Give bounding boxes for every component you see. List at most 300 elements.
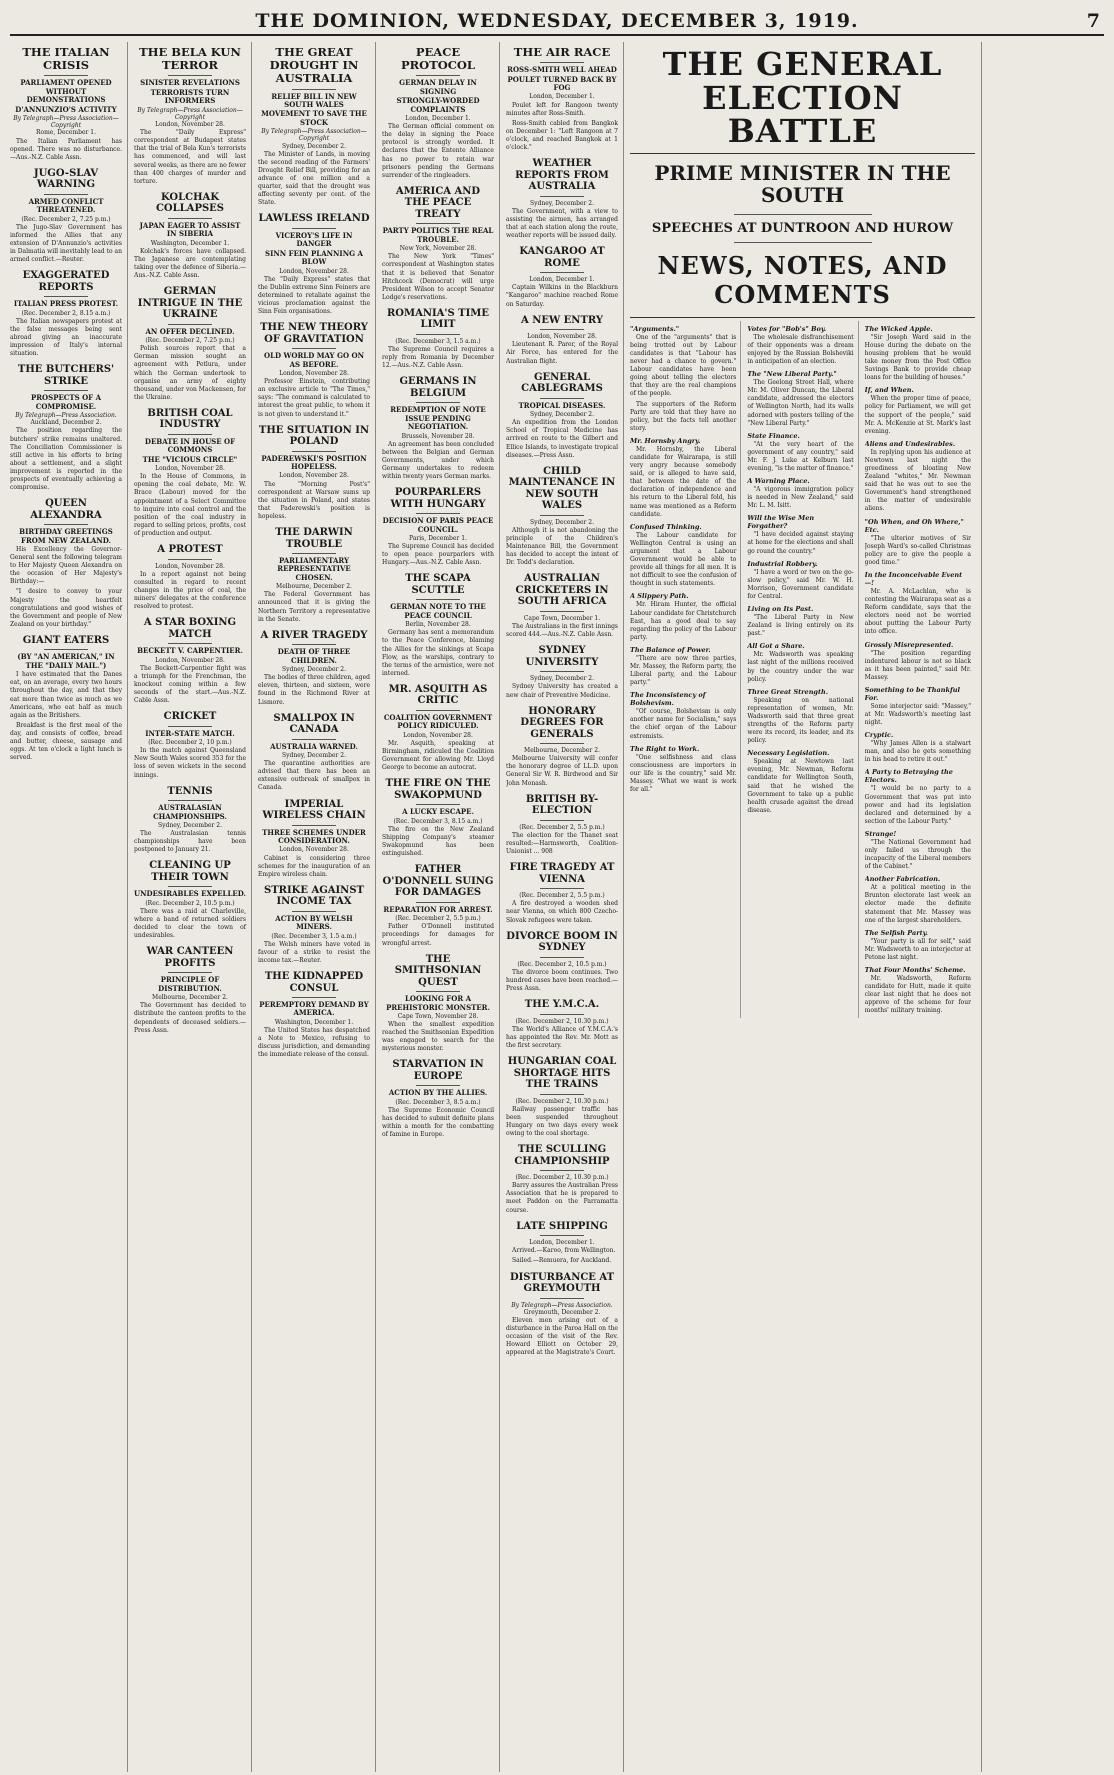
headline-rule	[292, 644, 337, 645]
story-paragraph: The World's Alliance of Y.M.C.A.'s has appointed the Rev. Mr. Mott as the first secretary.	[506, 1025, 618, 1049]
story-credit: By Telegraph—Press Association.	[15, 412, 117, 420]
headline-rule	[44, 390, 89, 391]
news-story	[134, 408, 246, 538]
headline-rule	[292, 451, 337, 452]
story-paragraph: Germany has sent a memorandum to the Peace Conference, blaming the Allies for the sinkings at Scapa Flow, as the warships, contrary to the terms of the armistice, were not interned.	[382, 629, 494, 677]
headline-rule	[44, 649, 89, 650]
news-story	[382, 954, 494, 1054]
headline-rule	[168, 75, 213, 76]
headline-rule	[292, 89, 337, 90]
story-subheading: SINISTER REVELATIONS	[140, 78, 240, 88]
story-headline: CRICKET	[163, 711, 217, 723]
news-story	[258, 885, 370, 965]
news-story	[258, 213, 370, 316]
news-story	[506, 1056, 618, 1138]
story-paragraph: Kolchak's forces have collapsed. The Japanese are contemplating taking over the defence of Siberia.—Aus.-N.Z. Cable Assn.	[134, 247, 246, 280]
story-subheading: BECKETT V. CARPENTIER.	[137, 646, 243, 656]
headline-rule	[168, 324, 213, 325]
news-story	[258, 799, 370, 879]
notes-sidehead: The Wicked Apple.	[864, 324, 933, 333]
notes-paragraph: "A vigorous immigration policy is needed in New Zealand," said Mr. L. M. Isitt.	[747, 486, 854, 510]
story-paragraph: The New York "Times" correspondent at Washington states that it is believed that Senator Hitchcock (Democrat) will urge President Wilson to accept Senator Lodge's reservations.	[382, 253, 494, 301]
story-paragraph: The Australians in the first innings scored 444.—Aus.-N.Z. Cable Assn.	[506, 623, 618, 639]
story-dateline: Melbourne, December 2.	[276, 583, 352, 591]
feature-election-battle	[630, 42, 982, 1772]
headline-rule	[416, 334, 461, 335]
story-headline: WAR CANTEEN PROFITS	[146, 946, 234, 969]
notes-sidehead: Confused Thinking.	[630, 522, 702, 531]
news-story	[134, 946, 246, 1034]
headline-rule	[168, 886, 213, 887]
story-subheading: PARLIAMENTARY REPRESENTATIVE CHOSEN.	[277, 556, 351, 582]
news-story	[506, 1221, 618, 1266]
notes-paragraph: In replying upon his audience at Newtown last night the greediness of bloating New Zealand "whites," Mr. Newman said that he was out to see the Government's hand strengthened in the matter of undesirable aliens.	[864, 448, 971, 513]
story-headline: THE SITUATION IN POLAND	[258, 424, 370, 448]
story-dateline: (Rec. December 2, 7.25 p.m.)	[145, 337, 235, 345]
story-dateline: London, November 28.	[155, 465, 225, 473]
column-3	[258, 42, 376, 1772]
story-dateline: London, November 28.	[403, 731, 473, 739]
story-subheading: JAPAN EAGER TO ASSIST IN SIBERIA	[139, 220, 241, 239]
news-story	[134, 286, 246, 402]
story-paragraph: Ross-Smith cabled from Bangkok on December 1: "Left Rangoon at 7 o'clock, and reached Bangkok at 1 o'clock."	[506, 119, 618, 152]
notes-sidehead: State Finance.	[747, 431, 800, 440]
headline-rule	[168, 643, 213, 644]
story-paragraph: The Italian Parliament has opened. There was no disturbance.—Aus.-N.Z. Cable Assn.	[10, 137, 122, 161]
story-subheading: TROPICAL DISEASES.	[518, 400, 606, 410]
news-story	[10, 498, 122, 629]
headline-rule	[540, 398, 585, 399]
story-dateline: (Rec. December 2, 10.5 p.m.)	[517, 960, 607, 968]
headline-rule	[540, 196, 585, 197]
notes-sidehead: Will the Wise Men Forgather?	[747, 514, 815, 531]
story-paragraph: The Australasian tennis championships have been postponed to January 21.	[134, 830, 246, 854]
headline-rule	[292, 348, 337, 349]
story-subheading: GERMAN NOTE TO THE PEACE COUNCIL	[390, 602, 486, 620]
story-headline: CHILD MAINTENANCE IN NEW SOUTH WALES	[508, 465, 616, 512]
story-dateline: Sydney, December 2.	[281, 142, 347, 150]
story-subheading: ITALIAN PRESS PROTEST.	[13, 299, 119, 309]
story-headline: FATHER O'DONNELL SUING FOR DAMAGES	[382, 864, 494, 899]
news-story	[258, 527, 370, 624]
notes-sidehead: "Oh When, and Oh Where," Etc.	[864, 517, 964, 534]
story-headline: AUSTRALIAN CRICKETERS IN SOUTH AFRICA	[515, 573, 609, 608]
notes-paragraph: The Labour candidate for Wellington Central is using an argument that a Labour Government would be able to provide all things for all men. It is not difficult to see the confusion of thought in such statements.	[630, 531, 737, 588]
story-subheading: (BY "AN AMERICAN," IN THE "DAILY MAIL.")	[17, 652, 115, 670]
notes-paragraph: "There are now three parties, Mr. Massey, the Reform party, the Liberal party, and the Labour party."	[630, 654, 737, 687]
story-dateline: Melbourne, December 2.	[152, 994, 228, 1002]
notes-sidehead: The Inconsistency of Bolshevism.	[630, 691, 706, 708]
story-subheading: ARMED CONFLICT THREATENED.	[28, 196, 104, 215]
story-dateline: Auckland, December 2.	[30, 419, 102, 427]
news-story	[258, 713, 370, 793]
headline-rule	[416, 402, 461, 403]
story-subheading: DECISION OF PARIS PEACE COUNCIL.	[382, 516, 494, 534]
story-subheading: DEATH OF THREE CHILDREN.	[277, 647, 351, 665]
story-subheading: POULET TURNED BACK BY FOG	[507, 74, 617, 92]
story-dateline: New York, November 28.	[399, 245, 477, 253]
headline-rule	[416, 1085, 461, 1086]
story-headline: MR. ASQUITH AS CRITIC	[388, 683, 488, 707]
story-subheading: PROSPECTS OF A COMPROMISE.	[30, 393, 102, 411]
notes-paragraph: Mr. Wadsworth was speaking last night of the millions received by the country under the war policy.	[747, 651, 854, 683]
feature-column	[630, 321, 741, 1018]
story-dateline: Washington, December 1.	[274, 1018, 354, 1026]
story-subheading: AUSTRALASIAN CHAMPIONSHIPS.	[153, 803, 227, 821]
story-dateline: (Rec. December 2, 8.15 a.m.)	[21, 309, 111, 317]
story-headline: LAWLESS IRELAND	[258, 213, 370, 225]
story-dateline: London, November 28.	[155, 120, 225, 128]
headline-rule	[44, 194, 89, 195]
story-paragraph: The fire on the New Zealand Shipping Company's steamer Swakopmund has been extinguished.	[382, 825, 494, 858]
story-subheading: THREE SCHEMES UNDER CONSIDERATION.	[262, 827, 366, 845]
headline-rule	[416, 710, 461, 711]
news-story	[506, 706, 618, 788]
story-paragraph: The "Morning Post's" correspondent at Warsaw sums up the situation in Poland, and states that Paderewski's position is hopeless.	[258, 480, 370, 520]
news-story	[506, 372, 618, 460]
headline-rule	[168, 218, 213, 219]
news-story	[506, 46, 618, 152]
story-dateline: London, December 1.	[529, 1239, 595, 1247]
story-headline: SYDNEY UNIVERSITY	[525, 645, 599, 668]
news-story	[134, 544, 246, 611]
notes-sidehead: Strange!	[864, 829, 897, 838]
column-5	[506, 42, 624, 1772]
story-credit: By Telegraph—Press Association—Copyright	[137, 106, 243, 121]
story-paragraph: The quarantine authorities are advised that there has been an extensive outbreak of smallpox in Canada.	[258, 760, 370, 792]
story-headline: GERMAN INTRIGUE IN THE UKRAINE	[137, 286, 243, 321]
notes-paragraph: "At the very heart of the government of any country," said Mr. F. J. Luke at Kelburn last evening, "is the matter of finance."	[747, 440, 854, 472]
story-dateline: Cape Town, December 1.	[523, 614, 601, 622]
feature-rule	[630, 153, 975, 154]
story-dateline: London, November 28.	[155, 562, 225, 570]
news-story	[506, 645, 618, 699]
news-story	[258, 971, 370, 1059]
story-headline: KOLCHAK COLLAPSES	[155, 191, 225, 215]
headline-rule	[416, 991, 461, 992]
notes-paragraph: "The ulterior motives of Sir Joseph Ward's so-called Christmas policy are to give the people a good time."	[864, 534, 971, 566]
story-paragraph: The Government, with a view to assisting the airmen, has arranged that at each station along the route, weather reports will be issued daily.	[506, 207, 618, 240]
story-headline: THE SCULLING CHAMPIONSHIP	[514, 1144, 610, 1167]
story-credit: By Telegraph—Press Association—Copyright	[261, 128, 367, 143]
story-paragraph: Father O'Donnell instituted proceedings for damages for wrongful arrest.	[382, 923, 494, 947]
feature-column	[747, 321, 858, 1018]
story-paragraph: Polish sources report that a German mission sought an agreement with Petlura, under which the German undertook to organise an army of eighty thousand, under von Mackensen, for the Ukraine.	[134, 345, 246, 401]
story-dateline: London, November 28.	[279, 846, 349, 854]
notes-sidehead: The Right to Work.	[630, 744, 700, 753]
news-story	[134, 711, 246, 779]
story-paragraph: In the House of Commons, in opening the coal debate, Mr. W. Brace (Labour) moved for the appointment of a Select Committee to inquire into coal control and the position of the coal industry in regard to selling prices, profits, cost of production and output.	[134, 473, 246, 537]
notes-paragraph: "One selfishness and class consciousness are importers in our life is the country," said Mr. Massey. "What we want is work for all."	[630, 753, 737, 793]
notes-paragraph: Mr. Wadsworth, Reform candidate for Hutt, made it quite clear last night that he does not approve of the scheme for four months' military training.	[864, 975, 971, 1015]
story-paragraph: An agreement has been concluded between the Belgian and German Governments, under which Germany undertakes to redeem within twenty years German marks.	[382, 440, 494, 481]
story-subheading: LOOKING FOR A PREHISTORIC MONSTER.	[386, 994, 490, 1012]
story-paragraph: Although it is not abandoning the principle of the Children's Maintenance Bill, the Government has decided to accept the intent of Dr. Todd's declaration.	[506, 526, 618, 567]
story-headline: QUEEN ALEXANDRA	[30, 498, 102, 521]
news-story	[134, 192, 246, 280]
story-subheading: THE "VICIOUS CIRCLE"	[142, 454, 238, 464]
news-story	[10, 168, 122, 264]
story-dateline: (Rec. December 3, 8.5 a.m.)	[395, 1098, 481, 1106]
story-paragraph: "I desire to convey to your Majesty the heartfelt congratulations and good wishes of the Government and people of New Zealand on your birthday."	[10, 588, 122, 628]
story-subheading: GERMAN DELAY IN SIGNING	[399, 78, 477, 96]
notes-sidehead: Cryptic.	[864, 731, 894, 740]
story-paragraph: The Italian newspapers protest at the false messages being sent abroad giving an inaccurate impression of Italy's internal situation.	[10, 317, 122, 358]
story-headline: THE FIRE ON THE SWAKOPMUND	[385, 778, 491, 801]
story-headline: PEACE PROTOCOL	[400, 45, 476, 73]
news-story	[382, 376, 494, 481]
news-story	[134, 46, 246, 186]
notes-paragraph: Some interjector said: "Massey," at Mr. Wadsworth's meeting last night.	[864, 702, 971, 727]
news-story	[382, 46, 494, 180]
story-headline: KANGAROO AT ROME	[519, 246, 605, 269]
story-headline: THE SCAPA SCUTTLE	[405, 573, 471, 596]
notes-sidehead: Industrial Robbery.	[747, 559, 818, 568]
headline-rule	[416, 599, 461, 600]
notes-paragraph: "I have a word or two on the go-slow policy," said Mr. W. H. Morrison, Government candidate for Central.	[747, 568, 854, 600]
masthead-title: THE DOMINION, WEDNESDAY, DECEMBER 3, 1919.	[255, 10, 859, 32]
story-paragraph: Breakfast is the first meal of the day, and consists of coffee, bread and butter, cheese, sausage and eggs. At ten o'clock a light lunch is served.	[10, 721, 122, 762]
story-paragraph: The position regarding the butchers' strike remains unaltered. The Conciliation Commissioner is still active in his efforts to bring about a settlement, and a slight improvement is reported in the prospects of eventually achieving a compromise.	[10, 427, 122, 492]
notes-sidehead: All Got a Share.	[747, 642, 805, 651]
news-story	[258, 630, 370, 707]
news-story	[382, 487, 494, 567]
story-paragraph: A fire destroyed a wooden shed near Vienna, on which 800 Czecho-Slovak refugees were taken.	[506, 900, 618, 924]
notes-sidehead: A Slippery Path.	[630, 592, 689, 601]
column-grid	[10, 42, 1104, 1772]
story-subheading: REDEMPTION OF NOTE ISSUE PENDING NEGOTIATION.	[390, 405, 486, 432]
story-subheading: DEBATE IN HOUSE OF COMMONS	[144, 436, 236, 455]
story-headline: THE KIDNAPPED CONSUL	[264, 971, 364, 994]
story-headline: A RIVER TRAGEDY	[260, 629, 368, 641]
headline-rule	[292, 228, 337, 229]
notes-sidehead: If, and When.	[864, 386, 914, 395]
news-story	[506, 573, 618, 639]
notes-sidehead: That Four Months' Scheme.	[864, 966, 966, 975]
headline-rule	[540, 820, 585, 821]
story-subheading: PADEREWSKI'S POSITION HOPELESS.	[261, 453, 367, 471]
headline-rule	[540, 1170, 585, 1171]
notes-paragraph: Speaking at Newtown last evening, Mr. Newman, Reform candidate for Wellington South, said that he wished the Government to take up a public health crusade against the dread disease.	[747, 758, 854, 814]
story-dateline: London, November 28.	[527, 333, 597, 341]
notes-paragraph: Mr. Hiram Hunter, the official Labour candidate for Christchurch East, has a good deal to say regarding the policy of the Labour party.	[630, 601, 737, 641]
story-headline: A NEW ENTRY	[520, 314, 604, 326]
story-headline: HUNGARIAN COAL SHORTAGE HITS THE TRAINS	[507, 1056, 617, 1091]
story-paragraph: I have estimated that the Danes eat, on an average, every two hours throughout the day, and that they eat more than twice as much as we Americans, who eat half as much again as the Britishers.	[10, 671, 122, 719]
masthead	[10, 8, 1104, 36]
notes-sidehead: The Selfish Party.	[864, 928, 928, 937]
news-story	[506, 1272, 618, 1358]
story-paragraph: Melbourne University will confer the honorary degree of LL.D. upon General Sir W. R. Birdwood and Sir John Monash.	[506, 755, 618, 787]
story-headline: STARVATION IN EUROPE	[392, 1059, 484, 1082]
story-headline: HONORARY DEGREES FOR GENERALS	[520, 705, 604, 740]
story-dateline: (Rec. December 3, 8.15 a.m.)	[393, 817, 483, 825]
column-1	[10, 42, 128, 1772]
story-dateline: (Rec. December 2, 10.30 p.m.)	[515, 1174, 609, 1182]
news-story	[382, 186, 494, 302]
story-dateline: London, November 28.	[279, 472, 349, 480]
notes-paragraph: One of the "arguments" that is being trotted out by Labour candidates is that "Labour has never had a chance to govern." Labour candidates have been going about telling the electors that they are the real champions of the people.	[630, 333, 737, 398]
story-headline: DISTURBANCE AT GREYMOUTH	[509, 1271, 615, 1295]
feature-rule	[734, 242, 872, 243]
notes-paragraph: Mr. Hornsby, the Liberal candidate for Wairarapa, is still very angry because somebody said, or is alleged to have said, that between the date of the declaration of independence and his return to the Liberal fold, his name was mentioned as a Reform candidate.	[630, 445, 737, 518]
story-headline: GIANT EATERS	[22, 634, 110, 646]
story-paragraph: Cabinet is considering three schemes for the inauguration of an Empire wireless chain.	[258, 854, 370, 878]
notes-paragraph: "I have decided against staying at home for the elections and shall go round the country."	[747, 531, 854, 555]
news-story	[10, 635, 122, 762]
headline-rule	[540, 888, 585, 889]
news-story	[258, 46, 370, 207]
story-dateline: Sydney, December 2.	[529, 675, 595, 683]
story-dateline: London, December 1.	[529, 93, 595, 101]
headline-rule	[416, 223, 461, 224]
story-dateline: Sydney, December 2.	[281, 666, 347, 674]
notes-paragraph: "The position regarding indentured labour is not so black as it has been painted," said Mr. Massey.	[864, 649, 971, 681]
notes-sidehead: "Arguments."	[630, 324, 680, 333]
headline-rule	[44, 524, 89, 525]
notes-sidehead: The "New Liberal Party."	[747, 370, 837, 379]
notes-paragraph: Speaking on national representation of women, Mr. Wadsworth said that three great strengths of the Reform party were its record, its leader, and its policy.	[747, 696, 854, 745]
news-story	[382, 573, 494, 678]
story-paragraph: Poulet left for Rangoon twenty minutes after Ross-Smith.	[506, 101, 618, 117]
story-dateline: (Rec. December 2, 10.5 p.m.)	[145, 899, 235, 907]
story-headline: BRITISH COAL INDUSTRY	[147, 407, 233, 431]
news-story	[10, 270, 122, 358]
story-paragraph: The Government has decided to distribute the canteen profits to the dependents of deceased soldiers.—Press Assn.	[134, 1002, 246, 1034]
story-paragraph: The Beckett-Carpentier fight was a triumph for the Frenchman, the knockout coming within a few seconds of the start.—Aus.-N.Z. Cable Assn.	[134, 664, 246, 705]
story-dateline: Sydney, December 2.	[529, 411, 595, 419]
story-subheading: COALITION GOVERNMENT POLICY RIDICULED.	[383, 712, 493, 731]
story-dateline: Paris, December 1.	[409, 534, 467, 542]
news-story	[506, 862, 618, 924]
story-headline: THE GREAT DROUGHT IN AUSTRALIA	[269, 45, 359, 86]
feature-columns	[630, 321, 975, 1018]
story-dateline: (Rec. December 2, 5.5 p.m.)	[395, 915, 481, 923]
story-headline: JUGO-SLAV WARNING	[33, 167, 99, 191]
story-dateline: Washington, December 1.	[150, 239, 230, 247]
story-subheading: D'ANNUNZIO'S ACTIVITY	[15, 104, 117, 114]
headline-rule	[168, 726, 213, 727]
story-headline: THE NEW THEORY OF GRAVITATION	[260, 322, 368, 345]
news-story	[382, 1059, 494, 1139]
story-dateline: Sydney, December 2.	[529, 518, 595, 526]
story-paragraph: Barry assures the Australian Press Association that he is prepared to meet Paddon on the Parramatta course.	[506, 1182, 618, 1214]
story-subheading: REPARATION FOR ARREST.	[383, 904, 493, 914]
news-story	[382, 864, 494, 947]
feature-subhead-prime-minister: PRIME MINISTER IN THE SOUTH	[654, 160, 951, 207]
notes-paragraph: The supporters of the Reform Party are told that they have no policy, but the facts tell another story.	[630, 400, 737, 432]
story-paragraph: The German official comment on the delay in signing the Peace protocol is strongly worded. It declares that the Entente Alliance has no power to retain war prisoners pending the Germans surrender of the ringleaders.	[382, 123, 494, 179]
story-dateline: Brussels, November 28.	[401, 432, 475, 440]
headline-rule	[540, 743, 585, 744]
story-headline: THE SMITHSONIAN QUEST	[394, 953, 482, 988]
story-headline: ROMANIA'S TIME LIMIT	[386, 307, 489, 331]
news-story	[506, 999, 618, 1050]
story-subheading: PEREMPTORY DEMAND BY AMERICA.	[259, 1000, 369, 1018]
story-paragraph: The Federal Government has announced that it is giving the Northern Territory a representative in the Senate.	[258, 591, 370, 623]
story-paragraph: The "Daily Express" correspondent at Budapest states that the trial of Bela Kun's terrorists has commenced, and will last several weeks, as there are no fewer than 400 charges of murder and torture.	[134, 129, 246, 185]
story-subheading: ROSS-SMITH WELL AHEAD	[507, 65, 617, 75]
headline-rule	[540, 671, 585, 672]
news-story	[506, 466, 618, 568]
story-subheading: RELIEF BILL IN NEW SOUTH WALES	[271, 91, 357, 110]
story-subheading: PARTY POLITICS THE REAL TROUBLE.	[382, 226, 494, 244]
notes-paragraph: The wholesale disfranchisement of their opponents was a dream enjoyed by the Russian Bolsheviki in anticipation of an election.	[747, 333, 854, 366]
headline-rule	[540, 611, 585, 612]
news-story	[506, 1144, 618, 1215]
story-subheading: INTER-STATE MATCH.	[145, 728, 235, 738]
story-paragraph: In the match against Queensland New South Wales scored 353 for the loss of seven wickets in the second innings.	[134, 747, 246, 779]
story-headline: WEATHER REPORTS FROM AUSTRALIA	[515, 158, 609, 193]
story-subheading: OLD WORLD MAY GO ON AS BEFORE.	[263, 351, 364, 369]
column-2	[134, 42, 252, 1772]
headline-rule	[540, 1235, 585, 1236]
news-story	[134, 860, 246, 940]
notes-sidehead: The Balance of Power.	[630, 645, 711, 654]
headline-rule	[540, 957, 585, 958]
news-story	[134, 617, 246, 705]
story-headline: LATE SHIPPING	[516, 1220, 608, 1232]
headline-rule	[168, 800, 213, 801]
story-headline: A STAR BOXING MATCH	[143, 617, 237, 640]
headline-rule	[168, 434, 213, 435]
headline-rule	[292, 739, 337, 740]
story-paragraph: Captain Wilkins in the Blackburn "Kangaroo" machine reached Rome on Saturday.	[506, 284, 618, 308]
notes-paragraph: Mr. A. McLachlan, who is contesting the Wairarapa seat as a Reform candidate, says that the electors need not be worried about putting the Labour Party into office.	[864, 587, 971, 636]
story-subheading: A LUCKY ESCAPE.	[402, 807, 474, 817]
story-subheading: ACTION BY WELSH MINERS.	[275, 913, 353, 932]
story-headline: THE ITALIAN CRISIS	[22, 45, 110, 73]
story-paragraph: The Supreme Council requires a reply from Romania by December 12.—Aus.-N.Z. Cable Assn.	[382, 346, 494, 370]
notes-paragraph: "Of course, Bolshevism is only another name for Socialism," says the chief organ of the Labour extremists.	[630, 708, 737, 740]
story-headline: GENERAL CABLEGRAMS	[521, 371, 603, 395]
news-story	[134, 786, 246, 855]
story-dateline: London, November 28.	[279, 267, 349, 275]
story-dateline: Sydney, December 2.	[281, 752, 347, 759]
news-story	[382, 684, 494, 772]
story-subheading: STRONGLY-WORDED COMPLAINTS	[396, 96, 480, 114]
story-dateline: London, November 28.	[279, 369, 349, 377]
headline-rule	[416, 902, 461, 903]
story-dateline: (Rec. December 2, 5.5 p.m.)	[519, 823, 605, 831]
story-subheading: AN OFFER DECLINED.	[145, 326, 235, 336]
headline-rule	[540, 1298, 585, 1299]
story-dateline: Greymouth, December 2.	[523, 1308, 601, 1316]
news-story	[506, 246, 618, 308]
headline-rule	[168, 559, 213, 560]
story-dateline: Cape Town, November 28.	[397, 1012, 479, 1020]
headline-rule	[292, 911, 337, 912]
story-paragraph: The Minister of Lands, in moving the second reading of the Farmers' Drought Relief Bill, providing for an advance of one million and a quarter, said that the drought was affecting seventy per cent. of the State.	[258, 150, 370, 207]
story-subheading: UNDESIRABLES EXPELLED.	[134, 889, 246, 899]
story-dateline: (Rec. December 2, 10.30 p.m.)	[515, 1017, 609, 1025]
notes-paragraph: "The National Government had only failed us through the incapacity of the Liberal members of the Cabinet."	[864, 838, 971, 871]
story-headline: IMPERIAL WIRELESS CHAIN	[262, 798, 366, 822]
news-story	[258, 425, 370, 521]
story-dateline: (Rec. December 2, 7.25 p.m.)	[21, 215, 111, 223]
story-paragraph: Mr. Asquith, speaking at Birmingham, ridiculed the Coalition Government for allowing Mr. Lloyd George to become an autocrat.	[382, 739, 494, 772]
story-headline: DIVORCE BOOM IN SYDNEY	[506, 930, 618, 954]
story-subheading: BIRTHDAY GREETINGS FROM NEW ZEALAND.	[19, 527, 113, 545]
story-headline: THE AIR RACE	[513, 45, 611, 59]
feature-subhead-news-notes: NEWS, NOTES, AND COMMENTS	[657, 250, 948, 309]
story-headline: FIRE TRAGEDY AT VIENNA	[509, 862, 615, 885]
story-headline: A PROTEST	[157, 544, 223, 556]
story-paragraph: The divorce boom continues. Two hundred cases have been reached.—Press Assn.	[506, 968, 618, 992]
headline-rule	[540, 1014, 585, 1015]
notes-sidehead: Necessary Legislation.	[747, 749, 830, 758]
story-paragraph: When the smallest expedition reached the Smithsonian Expedition was engaged to search for the mysterious monster.	[382, 1021, 494, 1053]
